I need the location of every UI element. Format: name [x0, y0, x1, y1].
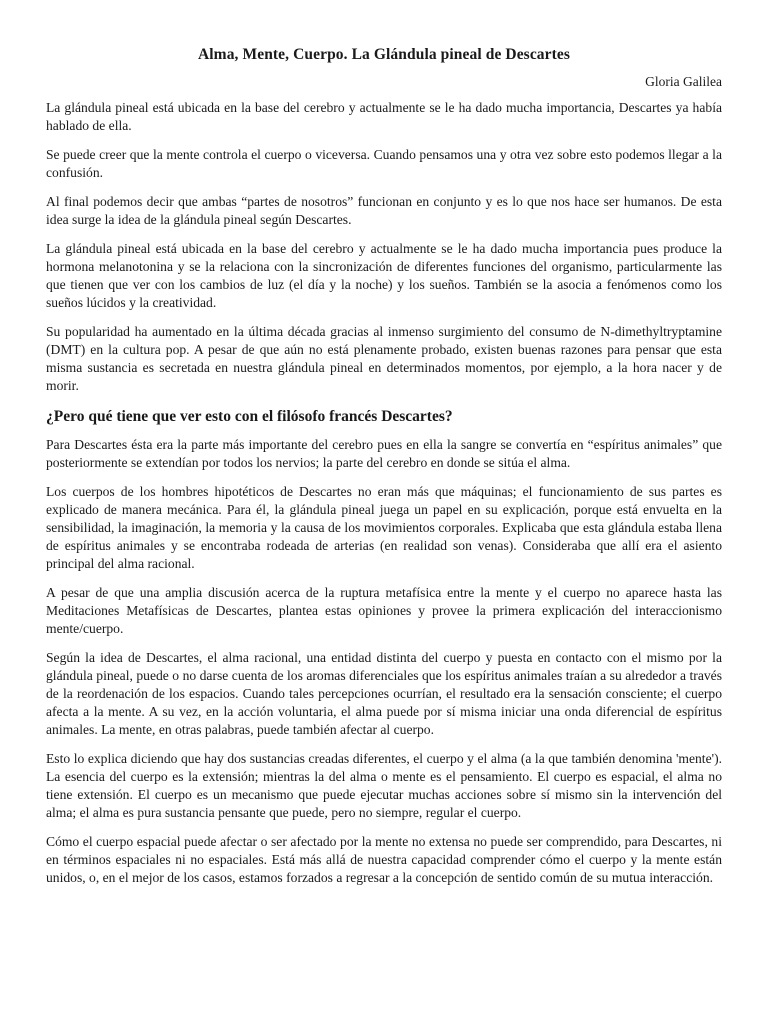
paragraph: Los cuerpos de los hombres hipotéticos de Descartes no eran más que máquinas; el funcionamiento de sus partes es explicado de manera mecánica. Para él, la glándula pineal juega un papel en su explicación, porque está envuelta en la sensibilidad, la imaginación, la memoria y la causa de los movimientos corporales. Explicaba que esta glándula estaba llena de espíritus animales y se encontraba rodeada de arterias (en realidad son venas). Consideraba que allí era el asiento principal del alma racional. [46, 484, 722, 571]
paragraph: La glándula pineal está ubicada en la base del cerebro y actualmente se le ha dado mucha importancia, Descartes ya había hablado de ella. [46, 100, 722, 133]
paragraph: Se puede creer que la mente controla el cuerpo o viceversa. Cuando pensamos una y otra vez sobre esto podemos llegar a la confusión. [46, 147, 722, 180]
author-name: Gloria Galilea [645, 74, 722, 89]
paragraph: Según la idea de Descartes, el alma racional, una entidad distinta del cuerpo y puesta en contacto con el mismo por la glándula pineal, puede o no darse cuenta de los aromas diferenciales que los espíritus animales traían a su alrededor a través de la reordenación de los espacios. Cuando tales percepciones ocurrían, el resultado era la sensación consciente; el cuerpo afecta a la mente. A su vez, en la acción voluntaria, el alma puede por sí misma iniciar una onda diferencial de espíritus animales. La mente, en otras palabras, puede también afectar al cuerpo. [46, 650, 722, 737]
paragraph: Su popularidad ha aumentado en la última década gracias al inmenso surgimiento del consumo de N-dimethyltryptamine (DMT) en la cultura pop. A pesar de que aún no está plenamente probado, existen buenas razones para pensar que esta misma sustancia es secretada en nuestra glándula pineal en determinados momentos, por ejemplo, a la hora nacer y de morir. [46, 324, 722, 393]
paragraph: A pesar de que una amplia discusión acerca de la ruptura metafísica entre la mente y el cuerpo no aparece hasta las Meditaciones Metafísicas de Descartes, plantea estas opiniones y provee la primera explicación del interaccionismo mente/cuerpo. [46, 585, 722, 636]
paragraph: Al final podemos decir que ambas “partes de nosotros” funcionan en conjunto y es lo que nos hace ser humanos. De esta idea surge la idea de la glándula pineal según Descartes. [46, 194, 722, 227]
paragraph: Esto lo explica diciendo que hay dos sustancias creadas diferentes, el cuerpo y el alma (a la que también denomina 'mente'). La esencia del cuerpo es la extensión; mientras la del alma o mente es el pensamiento. El cuerpo es espacial, el alma no tiene extensión. El cuerpo es un mecanismo que puede ejecutar muchas acciones sobre sí mismo sin la intervención del alma; el alma es pura sustancia pensante que puede, pero no siempre, regular el cuerpo. [46, 751, 722, 820]
section-heading: ¿Pero qué tiene que ver esto con el filósofo francés Descartes? [46, 408, 453, 425]
paragraph: Cómo el cuerpo espacial puede afectar o ser afectado por la mente no extensa no puede ser comprendido, para Descartes, ni en términos espaciales ni no espaciales. Está más allá de nuestra capacidad comprender cómo el cuerpo y la mente están unidos, o, en el mejor de los casos, estamos forzados a regresar a la concepción de sentido común de su mutua interacción. [46, 834, 722, 885]
paragraph: La glándula pineal está ubicada en la base del cerebro y actualmente se le ha dado mucha importancia pues produce la hormona melanotonina y se la relaciona con la sincronización de diferentes funciones del organismo, particularmente las que tienen que ver con los cambios de luz (el día y la noche) y los sueños. También se la asocia a fenómenos como los sueños lúcidos y la creatividad. [46, 241, 722, 310]
paragraph: Para Descartes ésta era la parte más importante del cerebro pues en ella la sangre se convertía en “espíritus animales” que posteriormente se extendían por todos los nervios; la parte del cerebro en donde se sitúa el alma. [46, 437, 722, 470]
document-title: Alma, Mente, Cuerpo. La Glándula pineal de Descartes [197, 46, 570, 63]
